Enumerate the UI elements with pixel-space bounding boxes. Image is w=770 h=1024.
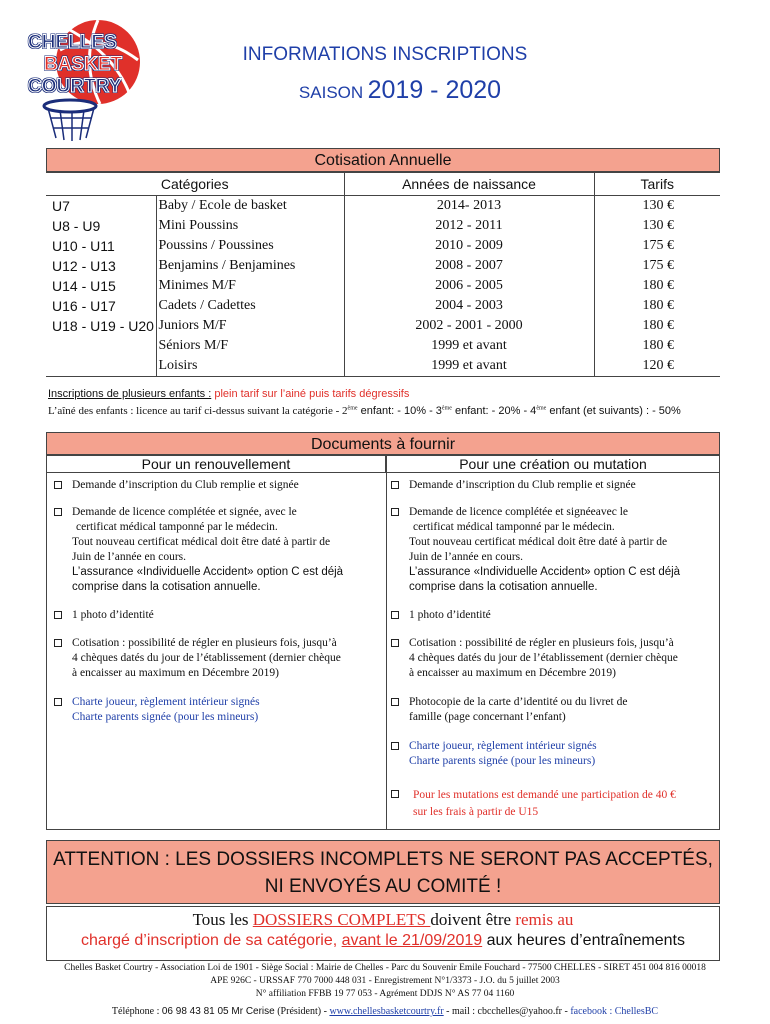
multi-red-text: plein tarif sur l’ainé puis tarifs dégressifs (211, 388, 410, 400)
item-text: L’assurance «Individuelle Accident» option C est déjà (72, 566, 344, 578)
footer-line-3: N° affiliation FFBB 19 77 053 - Agrément DDJS N° AS 77 04 1160 (255, 989, 515, 999)
logo-word-basket: BASKET (44, 54, 123, 75)
table-row (46, 216, 720, 236)
row-category: Poussins / Poussines (156, 236, 344, 256)
discount-3: enfant: - 20% - 4 (451, 405, 537, 417)
sup-3: ème (441, 405, 452, 412)
season-label: SAISON (298, 83, 364, 102)
column-header-categories: Catégories (46, 173, 344, 196)
table-row (46, 276, 720, 296)
footer-line-2: APE 926C - URSSAF 770 7000 448 031 - Enregistrement N°1/3373 - J.O. du 5 juillet 2003 (210, 976, 560, 986)
multi-label: Inscriptions de plusieurs enfants : (48, 388, 212, 400)
row-code: U12 - U13 (46, 256, 156, 276)
item-text: Cotisation : possibilité de régler en plusieurs fois, jusqu’à (72, 637, 337, 649)
column-header-tarifs: Tarifs (594, 173, 720, 196)
row-code (46, 336, 156, 356)
item-text: Charte joueur, règlement intérieur signés (72, 696, 260, 708)
table-row (46, 236, 720, 256)
item-text: sur les frais à partir de U15 (413, 806, 539, 818)
deadline-red: chargé d’inscription de sa catégorie, (81, 932, 342, 949)
table-row (46, 296, 720, 316)
row-category: Cadets / Cadettes (156, 296, 344, 316)
deadline-text: Tous les (192, 910, 253, 929)
right-item-photocopie (391, 695, 716, 725)
row-price: 180 € (594, 316, 720, 336)
left-item-photo (54, 608, 374, 623)
row-years: 2008 - 2007 (344, 256, 594, 276)
row-category: Séniors M/F (156, 336, 344, 356)
row-category: Baby / Ecole de basket (156, 196, 344, 217)
row-years: 2012 - 2011 (344, 216, 594, 236)
cotisation-table (46, 172, 720, 377)
checkbox[interactable] (54, 508, 62, 516)
right-item-mutation (391, 787, 716, 821)
telephone: 06 98 43 81 05 Mr Cerise (161, 1006, 275, 1017)
table-row (46, 316, 720, 336)
item-text: à encaisser au maximum en Décembre 2019) (72, 667, 279, 679)
footer-contact (0, 1006, 770, 1017)
right-item-photo (391, 608, 716, 623)
right-item-licence (391, 505, 718, 595)
tel-label: Téléphone : (111, 1006, 162, 1017)
item-text: Juin de l’année en cours. (409, 551, 524, 563)
checkbox[interactable] (391, 698, 399, 706)
checkbox[interactable] (54, 481, 62, 489)
row-code: U18 - U19 - U20 (46, 316, 156, 336)
item-text: certificat médical tamponné par le médecin. (413, 521, 615, 533)
attention-line-1: ATTENTION : LES DOSSIERS INCOMPLETS NE SERONT PAS ACCEPTÉS, (53, 849, 713, 870)
row-price: 180 € (594, 296, 720, 316)
row-code: U10 - U11 (46, 236, 156, 256)
row-years: 1999 et avant (344, 336, 594, 356)
row-years: 2004 - 2003 (344, 296, 594, 316)
item-text: Charte joueur, règlement intérieur signés (409, 740, 597, 752)
item-text: Tout nouveau certificat médical doit être daté à partir de (72, 536, 331, 548)
item-text: Charte parents signée (pour les mineurs) (409, 755, 596, 767)
deadline-date: avant le 21/09/2019 (341, 932, 483, 949)
checkbox[interactable] (391, 790, 399, 798)
row-code: U14 - U15 (46, 276, 156, 296)
row-price: 130 € (594, 196, 720, 217)
item-text: Charte parents signée (pour les mineurs) (72, 711, 259, 723)
item-text: comprise dans la cotisation annuelle. (72, 581, 261, 593)
column-header-years: Années de naissance (344, 173, 594, 196)
checkbox[interactable] (54, 698, 62, 706)
row-price: 175 € (594, 256, 720, 276)
mail-text: - mail : cbcchelles@yahoo.fr - (443, 1006, 571, 1017)
attention-banner (46, 840, 720, 904)
left-item-charte (54, 695, 374, 725)
deadline-text: doivent être (430, 910, 516, 929)
row-code: U7 (46, 196, 156, 217)
discount-2: enfant: - 10% - 3 (357, 405, 442, 417)
item-text: comprise dans la cotisation annuelle. (409, 581, 598, 593)
row-code (46, 356, 156, 377)
documents-header: Documents à fournir (46, 432, 720, 455)
item-text: 4 chèques datés du jour de l’établissement (dernier chèque (409, 652, 678, 664)
multi-children-note (48, 388, 409, 400)
checkbox[interactable] (391, 508, 399, 516)
row-price: 180 € (594, 336, 720, 356)
renewal-header: Pour un renouvellement (46, 455, 386, 473)
website-link[interactable]: www.chellesbasketcourtry.fr (329, 1006, 444, 1017)
item-text: certificat médical tamponné par le médecin. (76, 521, 278, 533)
column-divider (386, 473, 387, 830)
item-text: Demande de licence complétée et signéeavec le (409, 506, 629, 518)
checkbox[interactable] (391, 481, 399, 489)
sup-4: ème (536, 405, 547, 412)
season-title (270, 76, 530, 105)
right-item-charte (391, 739, 716, 769)
item-text: Cotisation : possibilité de régler en plusieurs fois, jusqu’à (409, 637, 674, 649)
row-price: 130 € (594, 216, 720, 236)
deadline-line-2 (46, 932, 720, 950)
item-text: Pour les mutations est demandé une participation de 40 € (413, 789, 676, 801)
table-row (46, 256, 720, 276)
row-price: 175 € (594, 236, 720, 256)
page-title: INFORMATIONS INSCRIPTIONS (242, 44, 528, 65)
table-row (46, 336, 720, 356)
sup-2: ème (347, 405, 358, 412)
item-text: L’assurance «Individuelle Accident» option C est déjà (409, 566, 681, 578)
checkbox[interactable] (391, 742, 399, 750)
row-category: Mini Poussins (156, 216, 344, 236)
deadline-red: remis au (515, 910, 574, 929)
row-years: 2010 - 2009 (344, 236, 594, 256)
cotisation-header: Cotisation Annuelle (46, 148, 720, 172)
logo-word-chelles: CHELLES (28, 32, 117, 53)
row-category: Juniors M/F (156, 316, 344, 336)
right-item-demande-club (391, 478, 716, 493)
president-label: (Président) - (274, 1006, 330, 1017)
cotisation-header-row (46, 173, 720, 196)
logo-word-courtry: COURTRY (28, 76, 122, 97)
discount-4: enfant (et suivants) : - 50% (546, 405, 681, 417)
row-code: U8 - U9 (46, 216, 156, 236)
row-years: 2014- 2013 (344, 196, 594, 217)
table-row (46, 196, 720, 217)
item-text: Demande de licence complétée et signée, avec le (72, 506, 297, 518)
facebook-link[interactable]: facebook : ChellesBC (570, 1006, 659, 1017)
creation-header: Pour une création ou mutation (386, 455, 720, 473)
discount-intro: L’aîné des enfants : licence au tarif ci-dessus suivant la catégorie - 2 (48, 405, 348, 417)
deadline-line-1 (46, 910, 720, 930)
item-text: Juin de l’année en cours. (72, 551, 187, 563)
left-item-licence (54, 505, 384, 595)
left-item-cotisation (54, 636, 384, 681)
row-price: 180 € (594, 276, 720, 296)
footer-line-1: Chelles Basket Courtry - Association Loi de 1901 - Siège Social : Mairie de Chelles - Parc du Souvenir Emile Fouchard - 77500 CHELLES - SIRET 451 004 816 00018 (64, 963, 706, 973)
item-text: 4 chèques datés du jour de l’établissement (dernier chèque (72, 652, 341, 664)
item-text: Photocopie de la carte d’identité ou du livret de (409, 696, 628, 708)
checkbox[interactable] (54, 611, 62, 619)
row-years: 1999 et avant (344, 356, 594, 377)
row-category: Minimes M/F (156, 276, 344, 296)
multi-children-discounts (48, 405, 681, 417)
row-price: 120 € (594, 356, 720, 377)
row-code: U16 - U17 (46, 296, 156, 316)
deadline-highlight: DOSSIERS COMPLETS (252, 910, 431, 929)
deadline-text: aux heures d’entraînements (482, 932, 685, 949)
left-item-demande-club (54, 478, 374, 493)
row-category: Benjamins / Benjamines (156, 256, 344, 276)
row-years: 2006 - 2005 (344, 276, 594, 296)
club-logo (20, 10, 140, 145)
item-text: Tout nouveau certificat médical doit être daté à partir de (409, 536, 668, 548)
item-text: 1 photo d’identité (72, 609, 154, 621)
row-category: Loisirs (156, 356, 344, 377)
table-row (46, 356, 720, 377)
item-text: à encaisser au maximum en Décembre 2019) (409, 667, 616, 679)
item-text: Demande d’inscription du Club remplie et signée (72, 479, 299, 491)
checkbox[interactable] (54, 639, 62, 647)
attention-line-2: NI ENVOYÉS AU COMITÉ ! (264, 876, 502, 897)
season-years: 2019 - 2020 (367, 76, 502, 104)
checkbox[interactable] (391, 639, 399, 647)
checkbox[interactable] (391, 611, 399, 619)
row-years: 2002 - 2001 - 2000 (344, 316, 594, 336)
item-text: Demande d’inscription du Club remplie et signée (409, 479, 636, 491)
right-item-cotisation (391, 636, 718, 681)
item-text: famille (page concernant l’enfant) (409, 711, 566, 723)
item-text: 1 photo d’identité (409, 609, 491, 621)
